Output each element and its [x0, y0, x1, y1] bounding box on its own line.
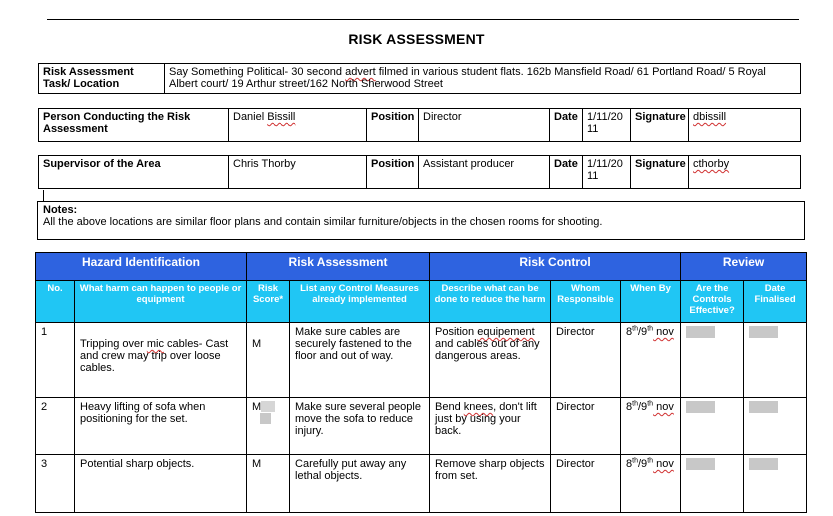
harm-cell[interactable]: Potential sharp objects. — [75, 455, 247, 513]
when-by-cell[interactable] — [621, 323, 681, 398]
person-signature-field[interactable] — [689, 109, 801, 142]
when-day-2: /9 — [638, 401, 648, 413]
row-number: 1 — [36, 323, 75, 398]
when-day-2: /9 — [638, 458, 648, 470]
whom-responsible-cell[interactable]: Director — [551, 398, 621, 455]
when-month: nov — [653, 326, 674, 338]
redacted-block — [686, 401, 715, 413]
supervisor-label: Supervisor of the Area — [39, 156, 229, 189]
group-hazard-identification: Hazard Identification — [36, 253, 247, 281]
reduce-part: and cables out of any dangerous areas. — [435, 338, 540, 362]
reduce-harm-cell[interactable] — [430, 398, 551, 455]
task-value-part: Say Something Political- 30 second — [169, 66, 346, 78]
task-location-table — [38, 63, 801, 94]
date-label: Date — [550, 109, 583, 142]
reduce-part: Bend — [435, 401, 464, 413]
task-value-part: filmed in various student flats. 162b Mansfield Road/ 61 Portland Road/ 5 Royal Albert court/ 19 Arthur street/162 North Sherwood Street — [169, 66, 766, 90]
redacted-block — [686, 458, 715, 470]
whom-responsible-cell[interactable]: Director — [551, 455, 621, 513]
redacted-block — [260, 413, 271, 424]
spelling-flag: knees — [463, 401, 494, 413]
supervisor-name-field[interactable]: Chris Thorby — [229, 156, 367, 189]
col-header-harm: What harm can happen to people or equipment — [75, 281, 247, 323]
header-rule — [47, 19, 799, 20]
signature-label: Signature — [631, 156, 689, 189]
date-finalised-cell[interactable] — [744, 455, 807, 513]
date-label: Date — [550, 156, 583, 189]
person-date-field[interactable]: 1/11/2011 — [583, 109, 631, 142]
when-by-cell[interactable] — [621, 455, 681, 513]
col-header-no: No. — [36, 281, 75, 323]
col-header-date-finalised: Date Finalised — [744, 281, 807, 323]
supervisor-signature-field[interactable] — [689, 156, 801, 189]
hazard-table — [35, 252, 807, 513]
position-label: Position — [367, 156, 419, 189]
when-suffix-1: th — [632, 400, 638, 408]
supervisor-position-field[interactable]: Assistant producer — [419, 156, 550, 189]
reduce-part: Position — [435, 326, 478, 338]
supervisor-table — [38, 155, 801, 189]
group-review: Review — [681, 253, 807, 281]
row-number: 3 — [36, 455, 75, 513]
risk-score-value: M — [252, 401, 262, 413]
person-name-first: Daniel — [233, 111, 268, 123]
control-measures-cell[interactable]: Make sure cables are securely fastened to the floor and out of way. — [290, 323, 430, 398]
col-header-whom-responsible: Whom Responsible — [551, 281, 621, 323]
when-day-2: /9 — [638, 326, 648, 338]
table-row — [36, 455, 807, 513]
when-suffix-2: th — [647, 325, 654, 333]
position-label: Position — [367, 109, 419, 142]
spelling-flag: advert — [345, 66, 376, 78]
when-day-1: 8 — [626, 458, 633, 470]
when-by-cell[interactable] — [621, 398, 681, 455]
when-month: nov — [653, 458, 674, 470]
harm-part: Tripping over — [80, 338, 147, 350]
reduce-harm-cell[interactable]: Remove sharp objects from set. — [430, 455, 551, 513]
col-header-when-by: When By — [621, 281, 681, 323]
when-day-1: 8 — [626, 326, 633, 338]
person-name-field[interactable] — [229, 109, 367, 142]
risk-score-cell[interactable]: M — [247, 455, 290, 513]
when-day-1: 8 — [626, 401, 633, 413]
harm-part: cables- Cast and crew may trip over loose cables. — [80, 338, 229, 374]
when-suffix-2: th — [647, 400, 654, 408]
controls-effective-cell[interactable] — [681, 455, 744, 513]
control-measures-cell[interactable]: Make sure several people move the sofa to reduce injury. — [290, 398, 430, 455]
when-month: nov — [653, 401, 674, 413]
person-signature: dbissill — [693, 111, 727, 123]
control-measures-cell[interactable]: Carefully put away any lethal objects. — [290, 455, 430, 513]
col-header-risk-score: Risk Score* — [247, 281, 290, 323]
date-finalised-cell[interactable] — [744, 323, 807, 398]
person-conducting-table — [38, 108, 801, 142]
person-name-last: Bissill — [267, 111, 296, 123]
redacted-block — [749, 458, 778, 470]
redacted-block — [686, 326, 715, 338]
group-risk-assessment: Risk Assessment — [247, 253, 430, 281]
col-header-controls-effective: Are the Controls Effective? — [681, 281, 744, 323]
group-risk-control: Risk Control — [430, 253, 681, 281]
redacted-block — [749, 401, 778, 413]
table-row — [36, 398, 807, 455]
task-location-value[interactable] — [165, 64, 801, 94]
table-row — [36, 323, 807, 398]
redacted-block — [749, 326, 778, 338]
col-header-reduce-harm: Describe what can be done to reduce the harm — [430, 281, 551, 323]
supervisor-date-field[interactable]: 1/11/2011 — [583, 156, 631, 189]
row-number: 2 — [36, 398, 75, 455]
notes-box[interactable] — [37, 201, 805, 240]
when-suffix-1: th — [632, 325, 638, 333]
redacted-block — [261, 401, 275, 412]
spelling-flag: equipement — [477, 326, 535, 338]
page-title: RISK ASSESSMENT — [348, 31, 485, 47]
harm-cell[interactable] — [75, 323, 247, 398]
risk-score-cell[interactable] — [247, 398, 290, 455]
col-header-control-measures: List any Control Measures already implemented — [290, 281, 430, 323]
supervisor-signature: cthorby — [693, 158, 730, 170]
person-position-field[interactable]: Director — [419, 109, 550, 142]
task-location-label: Risk Assessment Task/ Location — [39, 64, 165, 94]
person-conducting-label: Person Conducting the Risk Assessment — [39, 109, 229, 142]
reduce-harm-cell[interactable] — [430, 323, 551, 398]
date-finalised-cell[interactable] — [744, 398, 807, 455]
controls-effective-cell[interactable] — [681, 323, 744, 398]
notes-label: Notes: — [43, 204, 78, 216]
when-suffix-2: th — [647, 457, 654, 465]
risk-score-cell[interactable]: M — [247, 323, 290, 398]
when-suffix-1: th — [632, 457, 638, 465]
reduce-part: , don't lift just by using your back. — [435, 401, 537, 437]
controls-effective-cell[interactable] — [681, 398, 744, 455]
notes-text: All the above locations are similar floor plans and contain similar furniture/objects in the chosen rooms for shooting. — [43, 216, 603, 228]
spelling-flag: mic — [146, 338, 164, 350]
whom-responsible-cell[interactable]: Director — [551, 323, 621, 398]
harm-cell[interactable]: Heavy lifting of sofa when positioning for the set. — [75, 398, 247, 455]
signature-label: Signature — [631, 109, 689, 142]
